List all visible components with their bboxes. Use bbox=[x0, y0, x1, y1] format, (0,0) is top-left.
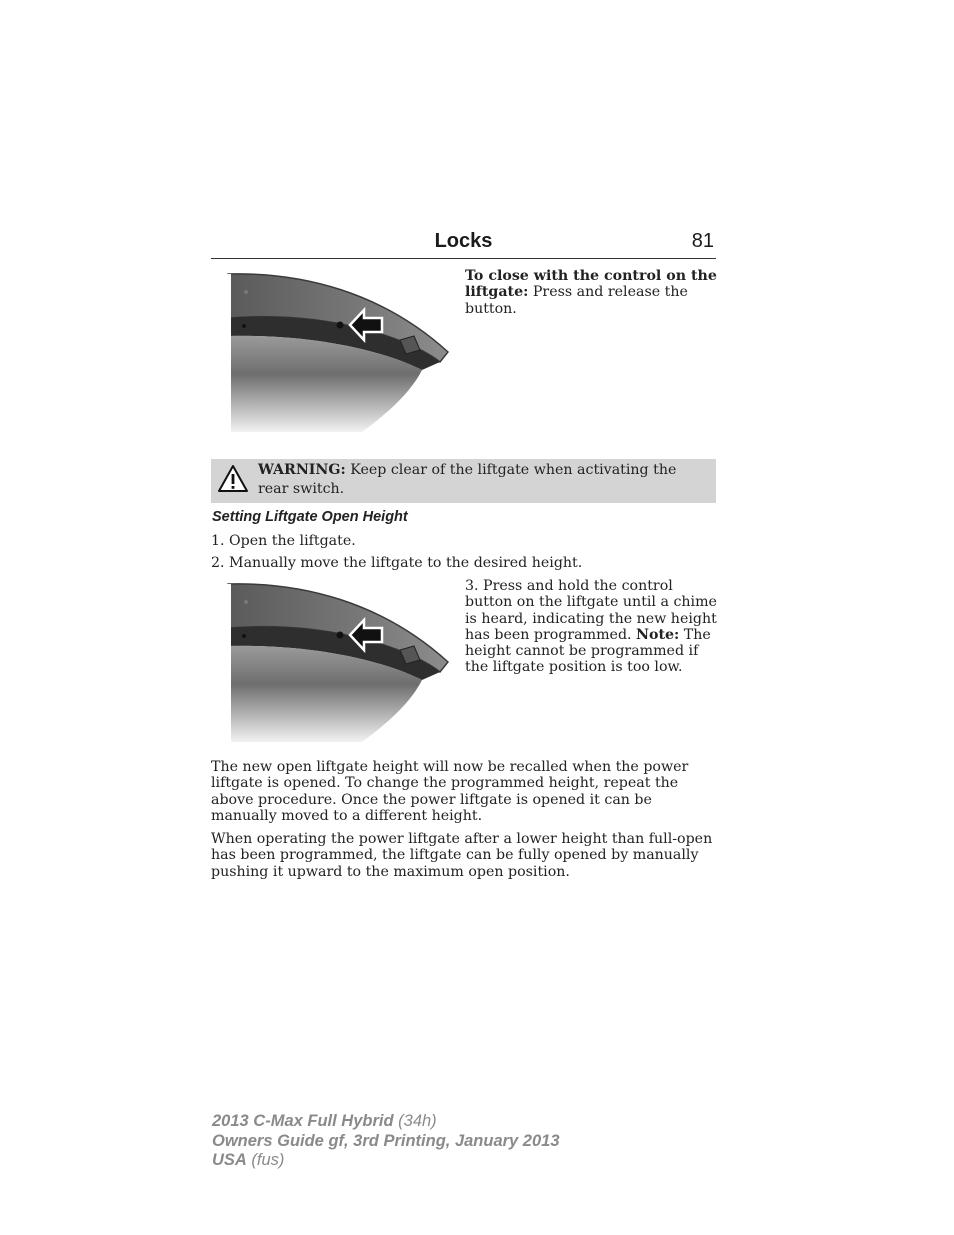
step-2: 2. Manually move the liftgate to the desired height. bbox=[211, 555, 583, 571]
warning-box bbox=[211, 459, 716, 503]
step-1: 1. Open the liftgate. bbox=[211, 533, 356, 549]
footer-line-2 bbox=[212, 1132, 560, 1152]
liftgate-illustration-svg bbox=[212, 270, 456, 432]
warning-label: WARNING: bbox=[258, 462, 346, 478]
liftgate-button-illustration bbox=[212, 270, 456, 432]
close-instructions-text: Press and release the button. bbox=[465, 284, 688, 317]
step-3 bbox=[465, 578, 717, 676]
page-number: 81 bbox=[691, 230, 714, 252]
footer-line-3 bbox=[212, 1151, 560, 1171]
page-header bbox=[211, 228, 716, 259]
footer-printing: Owners Guide gf, 3rd Printing, January 2013 bbox=[212, 1131, 560, 1150]
footer-model: 2013 C-Max Full Hybrid bbox=[212, 1112, 394, 1130]
paragraph-lower-height: When operating the power liftgate after a lower height than full-open has been programmed, the liftgate can be fully opened by manually pushing it upward to the maximum open position. bbox=[211, 831, 713, 880]
chapter-title: Locks bbox=[434, 230, 493, 252]
close-instructions bbox=[465, 268, 717, 317]
section-subheading: Setting Liftgate Open Height bbox=[212, 509, 408, 525]
warning-text bbox=[258, 461, 706, 499]
step-3-note-label: Note: bbox=[636, 626, 680, 643]
close-instructions-label: To close with the control on the liftgate: bbox=[465, 268, 717, 301]
footer-region-code: (fus) bbox=[246, 1151, 285, 1169]
liftgate-illustration-svg-2 bbox=[212, 580, 456, 742]
footer-region: USA bbox=[212, 1151, 247, 1169]
paragraph-recall: The new open liftgate height will now be recalled when the power liftgate is opened. To change the programmed height, repeat the above procedure. Once the power liftgate is opened it can be manually moved to a different height. bbox=[211, 759, 689, 824]
page-footer bbox=[212, 1112, 560, 1171]
footer-model-code: (34h) bbox=[393, 1112, 437, 1130]
warning-body: Keep clear of the liftgate when activating the rear switch. bbox=[258, 462, 677, 497]
step-3-note-text: The height cannot be programmed if the liftgate position is too low. bbox=[465, 626, 711, 676]
warning-triangle-icon bbox=[217, 464, 249, 494]
step-3-text: 3. Press and hold the control button on the liftgate until a chime is heard, indicating the new height has been programmed. bbox=[465, 578, 717, 643]
footer-line-1 bbox=[212, 1112, 560, 1132]
liftgate-control-illustration bbox=[212, 580, 456, 742]
